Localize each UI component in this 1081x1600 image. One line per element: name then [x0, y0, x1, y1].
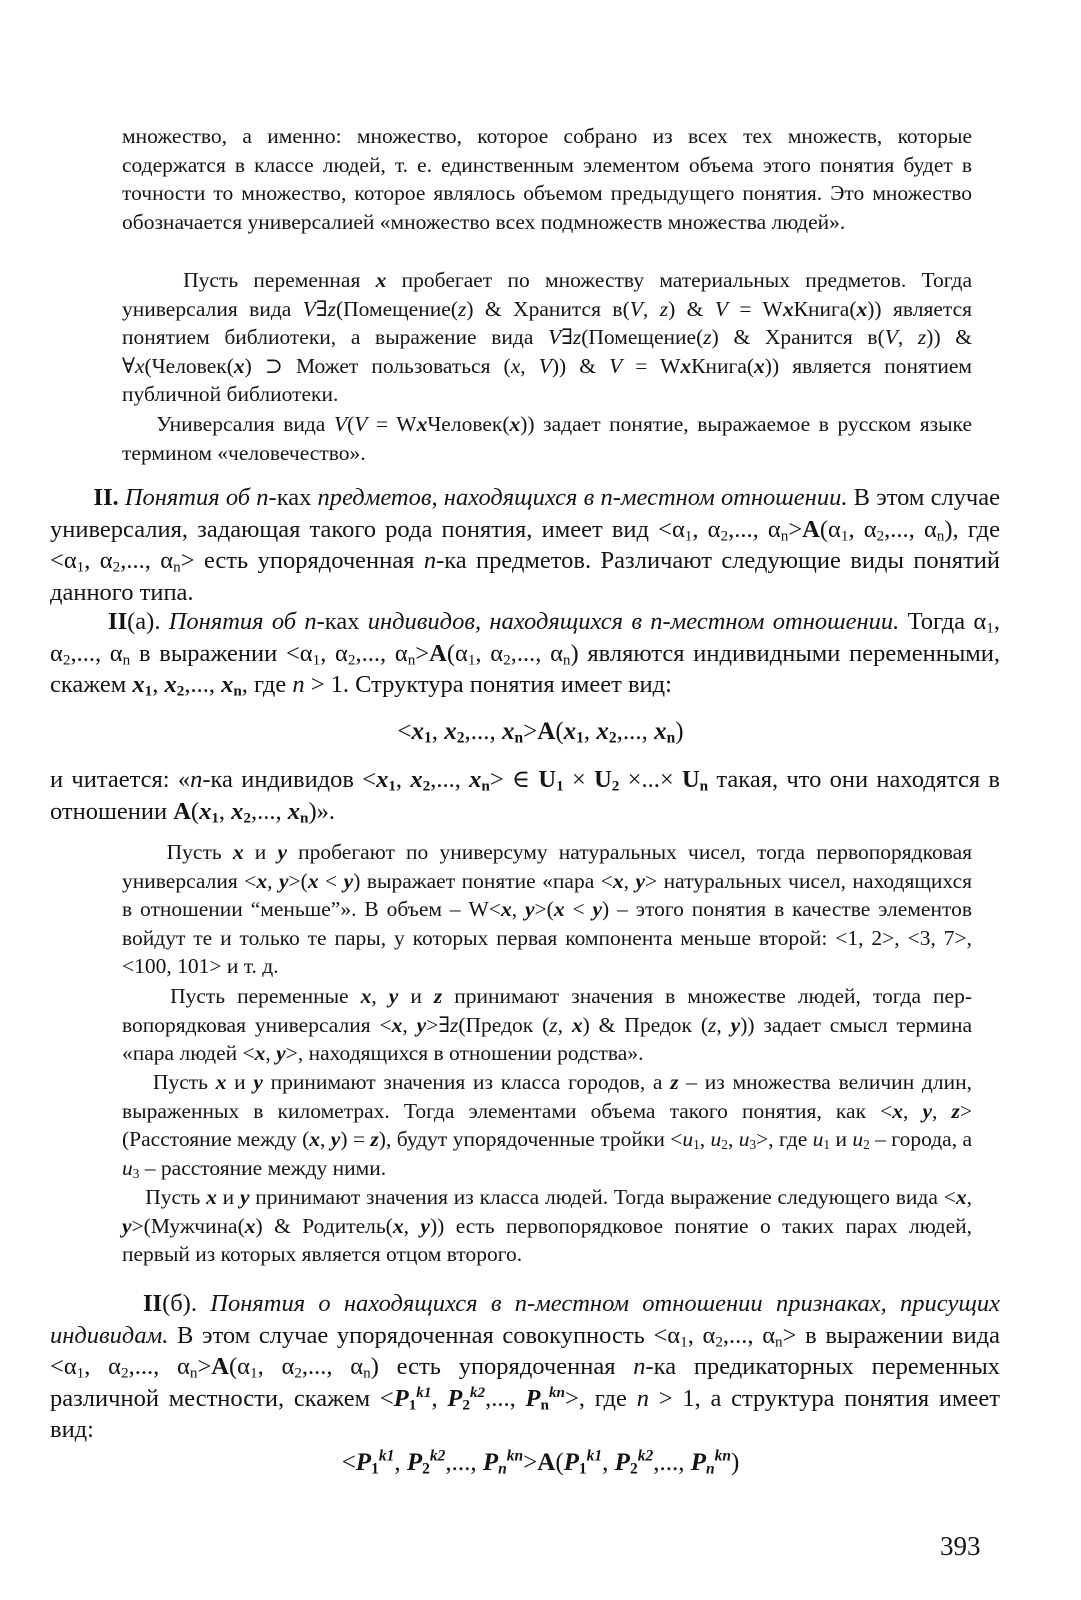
paragraph-7: Пусть x и y пробегают по универсуму натуральных чисел, тогда первопорядковая универсалия <x, y>(x < y) выражает понятие «пара <x, y> натуральных чисел, находящихся в отношении “меньше”». В объем – W<x, y>(x < y) – этого понятия в качестве элементов войдут те и только те пары, у которых первая компонента меньше второй: <1, 2>, <3, 7>, <100, 101> и т. д. [122, 840, 972, 979]
formula-1: $<x_1$, $x_2$,..., $x_n>A(x_1$, $x_2$,..., $x_n$) [397, 718, 684, 747]
paragraph-2: Пусть переменная x пробегает по множеству материальных предметов. Тогда универсалия вида V∃z(Помещение(z) & Хранится в(V, z) & V = WxКнига(x)) является понятием библиотеки, а выражение вида V∃z(Помещение(z) & Хранится в(V, z)) & ∀x(Человек(x) ⊃ Может пользоваться (x, V)) & V = WxКнига(x)) является понятием публичной библиотеки. [122, 268, 973, 407]
page-number: 393 [940, 1531, 981, 1561]
paragraph-8: Пусть переменные x, y и z принимают значения в множестве людей, тогда первопорядковая универсалия <x, y>∃z(Предок (z, x) & Предок (z, y)) задает смысл термина «пара людей <x, y>, находящихся в отношении родства». [122, 984, 973, 1066]
paragraph-section-II: II. Понятия об n-ках предметов, находящихся в n-местном отношении. В этом случае универсалия, задающая такого рода понятия, имеет вид $<\alpha_1$, $\alpha_2$,..., $\alpha_n>A(\alpha_1$, $\alpha_2$,..., $\alpha_n$), где $<\alpha_1$, $\alpha_2$,..., $\alpha_n>$ есть упорядоченная n-ка предметов. Различают следующие виды понятий данного типа. [50, 484, 1000, 606]
paragraph-section-IIb: II(б). Понятия о находящихся в n-местном отношении признаках, присущих индивидам. В этом случае упорядоченная совокупность $<\alpha_1$, $\alpha_2$,..., $\alpha_n> в$ выражении вида $<\alpha_1$, $\alpha_2$,..., $\alpha_n>A(\alpha_1$, $\alpha_2$,..., $\alpha_n$) есть упорядоченная n-ка предикаторных переменных различной местности, скажем $<P_1^{k1}$, $P_2^{k2}$,..., $P_n^{kn}>$, где n > 1, а структура понятия имеет вид: [50, 1290, 1001, 1443]
paragraph-3: Универсалия вида V(V = WxЧеловек(x)) задает понятие, выражаемое в русском языке термином «человечество». [122, 412, 972, 465]
formula-2: $<P_1^{k1}$, $P_2^{k2}$,..., $P_n^{kn}>A(P_1^{k1}$, $P_2^{k2}$,..., $P_n^{kn}$) [341, 1447, 740, 1478]
paragraph-9: Пусть x и y принимают значения из класса городов, а z – из множества величин длин, выраженных в километрах. Тогда элементами объема такого понятия, как <x, y, z>(Расстояние между (x, y) = z), будут упорядоченные тройки $<u_1$, $u_2$, $u_3>$, где $u_1$ и $u_2$ – города, а $u_3$ – расстояние между ними. [122, 1070, 973, 1181]
paragraph-10: Пусть x и y принимают значения из класса людей. Тогда выражение следующего вида <x, y>(Мужчина(x) & Родитель(x, y)) есть первопорядковое понятие о таких парах людей, первый из которых является отцом второго. [122, 1185, 973, 1267]
paragraph-6: и читается: «n-ка индивидов $<x_1$, $x_2$,..., $x_n>$ ∈ $U_1 \times U_2$ ×...× $U_n$ такая, что они находятся в отношении $A(x_1$, $x_2$,..., $x_n$)». [50, 766, 1000, 826]
paragraph-section-IIa: II(а). Понятия об n-ках индивидов, находящихся в n-местном отношении. Тогда $\alpha_1$, $\alpha_2$,..., $\alpha_n$ в выражении $<\alpha_1$, $\alpha_2$,..., $\alpha_n>A(\alpha_1$, $\alpha_2$,..., $\alpha_n$) являются индивидными переменными, скажем $x_1$, $x_2$,..., $x_n$, где n > 1. Структура понятия имеет вид: [50, 608, 1001, 700]
paragraph-1: множество, а именно: множество, которое собрано из всех тех множеств, которые содержатся в классе людей, т. е. единственным элементом объема этого понятия будет в точности то множество, которое являлось объемом предыдущего понятия. Это множество обозначается универсалией «множество всех подмножеств множества людей». [122, 124, 972, 234]
